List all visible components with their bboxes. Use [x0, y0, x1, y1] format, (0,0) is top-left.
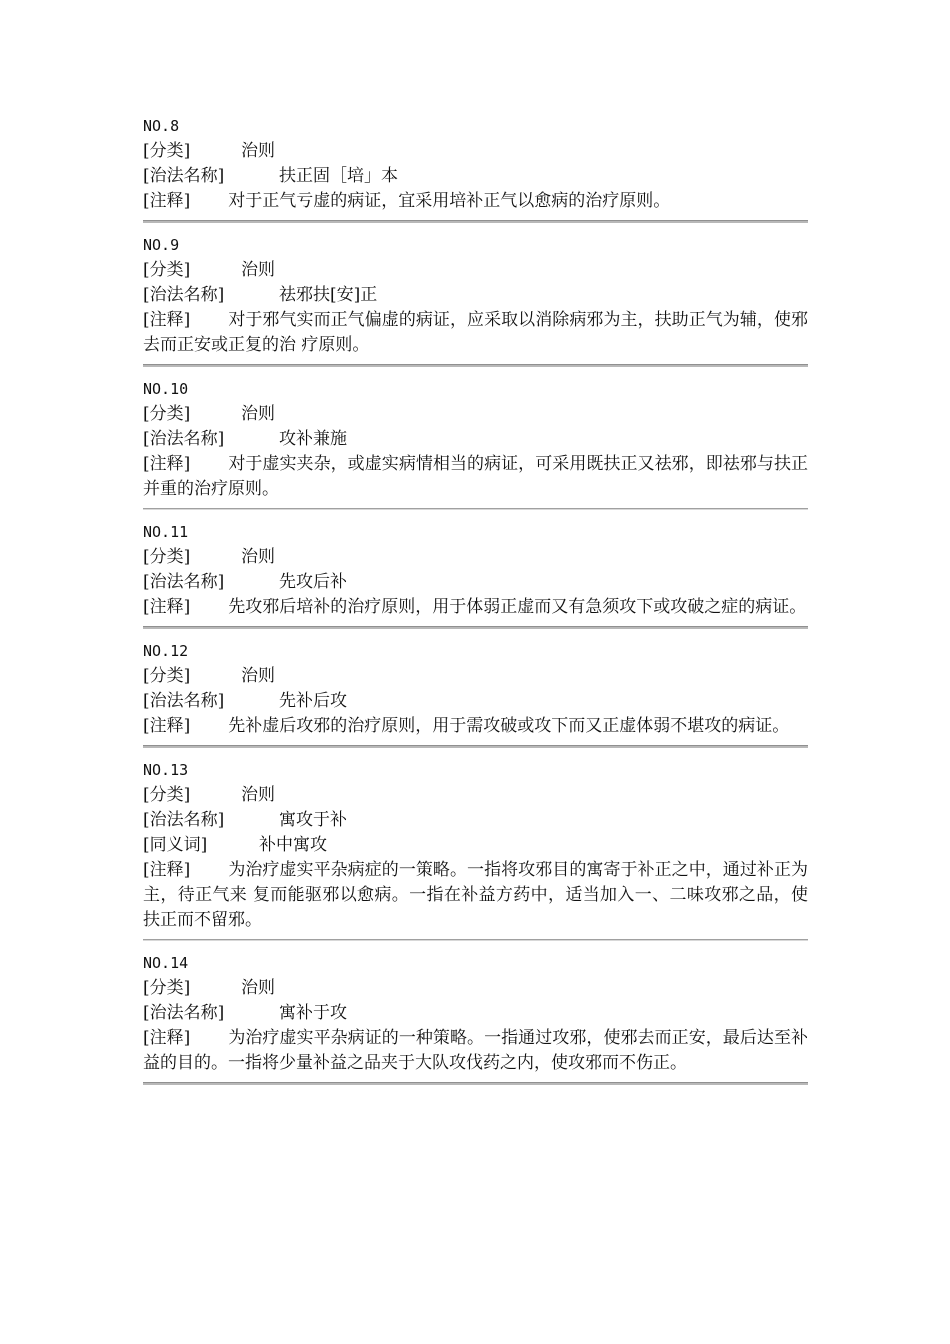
method-name-value: 扶正固［培」本	[279, 166, 398, 186]
method-name-row	[143, 1001, 808, 1026]
category-label: [分类]	[143, 978, 191, 998]
note-label: [注释]	[143, 454, 191, 474]
category-row	[143, 545, 808, 570]
method-name-value: 寓攻于补	[279, 810, 347, 830]
method-name-label: [治法名称]	[143, 429, 225, 449]
synonym-row	[143, 833, 808, 858]
document-page	[143, 114, 808, 1095]
note-label: [注释]	[143, 191, 191, 211]
note-row	[143, 189, 808, 214]
separator	[143, 1082, 808, 1085]
category-value: 治则	[241, 978, 275, 998]
note-text: 为治疗虚实平杂病症的一策略。一指将攻邪目的寓寄于补正之中，通过补正为主，待正气来 复而能驱邪以愈病。一指在补益方药中，适当加入一、二味攻邪之品，使扶正而不留邪。	[143, 860, 808, 930]
note-text: 对于正气亏虚的病证，宜采用培补正气以愈病的治疗原则。	[228, 191, 671, 211]
category-row	[143, 664, 808, 689]
category-label: [分类]	[143, 666, 191, 686]
method-name-value: 寓补于攻	[279, 1003, 347, 1023]
method-name-value: 先补后攻	[279, 691, 347, 711]
note-label: [注释]	[143, 310, 191, 330]
entry-number: NO.10	[143, 380, 189, 398]
category-row	[143, 783, 808, 808]
method-name-label: [治法名称]	[143, 810, 225, 830]
note-label: [注释]	[143, 716, 191, 736]
entry-number: NO.9	[143, 236, 180, 254]
note-row	[143, 1026, 808, 1076]
note-text: 先补虚后攻邪的治疗原则，用于需攻破或攻下而又正虚体弱不堪攻的病证。	[228, 716, 790, 736]
category-value: 治则	[241, 785, 275, 805]
method-name-label: [治法名称]	[143, 166, 225, 186]
category-label: [分类]	[143, 260, 191, 280]
note-row	[143, 308, 808, 358]
entry-number: NO.8	[143, 117, 180, 135]
separator	[143, 220, 808, 223]
method-name-row	[143, 689, 808, 714]
method-name-row	[143, 164, 808, 189]
method-name-row	[143, 283, 808, 308]
entry-number: NO.12	[143, 642, 189, 660]
method-name-row	[143, 808, 808, 833]
entry-no13	[143, 758, 808, 941]
synonym-label: [同义词]	[143, 835, 208, 855]
entry-no10	[143, 377, 808, 510]
category-label: [分类]	[143, 404, 191, 424]
method-name-value: 攻补兼施	[279, 429, 347, 449]
method-name-value: 祛邪扶[安]正	[279, 285, 378, 305]
method-name-label: [治法名称]	[143, 691, 225, 711]
category-value: 治则	[241, 666, 275, 686]
category-row	[143, 139, 808, 164]
note-row	[143, 452, 808, 502]
note-text: 先攻邪后培补的治疗原则，用于体弱正虚而又有急须攻下或攻破之症的病证。	[228, 597, 807, 617]
category-label: [分类]	[143, 785, 191, 805]
note-row	[143, 714, 808, 739]
method-name-label: [治法名称]	[143, 572, 225, 592]
entry-no11	[143, 520, 808, 629]
category-row	[143, 976, 808, 1001]
category-value: 治则	[241, 547, 275, 567]
entry-no12	[143, 639, 808, 748]
note-text: 对于虚实夹杂，或虚实病情相当的病证，可采用既扶正又祛邪，即祛邪与扶正并重的治疗原则。	[143, 454, 808, 499]
note-text: 为治疗虚实平杂病证的一种策略。一指通过攻邪，使邪去而正安，最后达至补益的目的。一指将少量补益之品夹于大队攻伐药之内，使攻邪而不伤正。	[143, 1028, 808, 1073]
method-name-row	[143, 427, 808, 452]
category-value: 治则	[241, 404, 275, 424]
entry-number: NO.14	[143, 954, 189, 972]
separator	[143, 364, 808, 367]
note-label: [注释]	[143, 597, 191, 617]
category-row	[143, 402, 808, 427]
entry-no14	[143, 951, 808, 1085]
category-value: 治则	[241, 260, 275, 280]
note-text: 对于邪气实而正气偏虚的病证，应采取以消除病邪为主，扶助正气为辅，使邪去而正安或正复的治 疗原则。	[143, 310, 808, 355]
method-name-value: 先攻后补	[279, 572, 347, 592]
note-label: [注释]	[143, 1028, 191, 1048]
category-label: [分类]	[143, 141, 191, 161]
category-row	[143, 258, 808, 283]
separator	[143, 939, 808, 941]
separator	[143, 745, 808, 748]
entry-number: NO.11	[143, 523, 189, 541]
method-name-label: [治法名称]	[143, 285, 225, 305]
separator	[143, 626, 808, 629]
entry-no9	[143, 233, 808, 367]
category-label: [分类]	[143, 547, 191, 567]
method-name-row	[143, 570, 808, 595]
note-label: [注释]	[143, 860, 191, 880]
note-row	[143, 595, 808, 620]
category-value: 治则	[241, 141, 275, 161]
entry-number: NO.13	[143, 761, 189, 779]
entry-no8	[143, 114, 808, 223]
method-name-label: [治法名称]	[143, 1003, 225, 1023]
separator	[143, 508, 808, 510]
synonym-value: 补中寓攻	[259, 835, 327, 855]
note-row	[143, 858, 808, 933]
